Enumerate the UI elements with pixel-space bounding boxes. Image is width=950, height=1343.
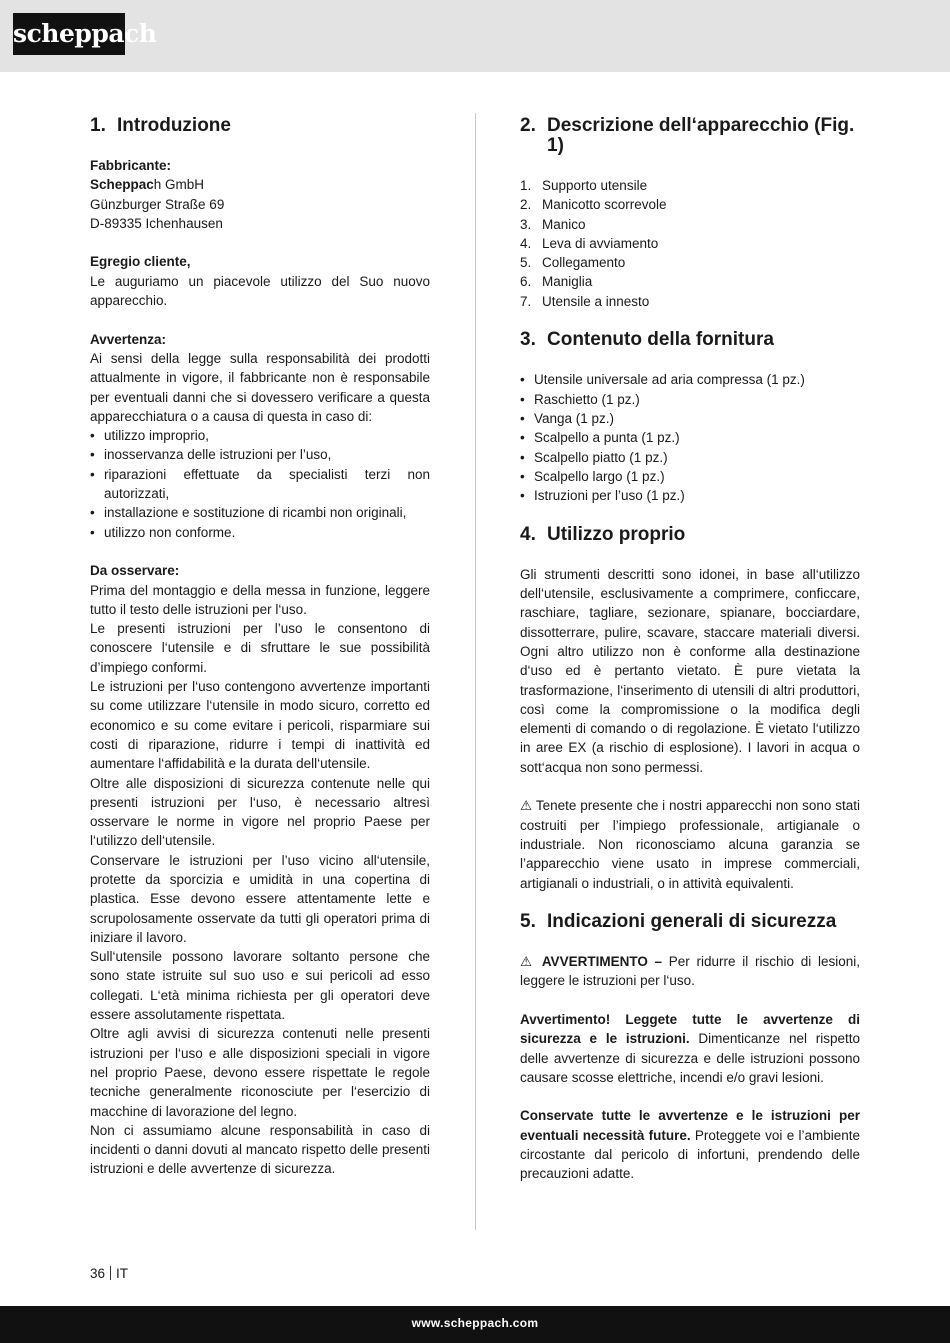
page-number: 36 IT [90,1266,129,1281]
delivery-contents-list [520,370,860,505]
warning-text: Ai sensi della legge sulla responsabilità dei prodotti attualmente in vigore, il fabbricante non è responsabile per eventuali danni che si dovessero verificare a questa apparecchiatura o a causa di questa in caso di: [90,350,430,424]
list-item: • Vanga (1 pz.) [520,409,860,428]
intended-use-text: Gli strumenti descritti sono idonei, in base all‘utilizzo dell‘utensile, esclusivamente a comprimere, conficcare, raschiare, tagliare, sezionare, spianare, bocciardare, dissotterrare, pulire, scavare, staccare materiali diversi. Ogni altro utilizzo non è conforme alla destinazione d‘uso ed è pertanto vietato. È pure vietata la trasformazione, l‘inserimento di utensili di altri produttori, così come la compromissione o la modifica degli elementi di comando o di regolazione. È vietato l‘utilizzo in aree EX (a rischio di esplosione). I lavori in acqua o sott‘acqua non sono permessi. [520,566,860,775]
observe-label: Da osservare: [90,563,180,579]
header-band [0,0,950,72]
paragraph: Prima del montaggio e della messa in funzione, leggere tutto il testo delle istruzioni per l‘uso. [90,582,430,617]
list-item: • inosservanza delle istruzioni per l’uso, [90,445,430,464]
list-item: 3. Manico [520,216,586,232]
list-item: • Scalpello piatto (1 pz.) [520,448,860,467]
left-column [90,116,430,1179]
safety-warning: ⚠ AVVERTIMENTO – Per ridurre il rischio di lesioni, leggere le istruzioni per l‘uso. [520,954,860,989]
list-item: 5. Collegamento [520,255,626,271]
list-item: 7. Utensile a innesto [520,293,650,309]
warning-label: Avvertenza: [90,331,167,347]
warning-block [90,330,430,542]
list-item: 6. Maniglia [520,274,593,290]
paragraph: Non ci assumiamo alcune responsabilità in caso di incidenti o danni dovuti al mancato rispetto delle presenti istruzioni e delle avvertenze di sicurezza. [90,1122,430,1177]
section-1-heading: 1. Introduzione [90,115,231,136]
section-5-heading: 5. Indicazioni generali di sicurezza [520,911,837,933]
list-item: • Istruzioni per l’uso (1 pz.) [520,486,860,505]
manufacturer-company: Scheppach GmbH [90,177,205,193]
scheppach-logo: scheppach [13,13,125,55]
list-item: 2. Manicotto scorrevole [520,197,667,213]
list-item: 4. Leva di avviamento [520,235,659,251]
list-item: • installazione e sostituzione di ricambi non originali, [90,503,430,522]
safety-paragraph-2: Conservate tutte le avvertenze e le istruzioni per eventuali necessità future. Proteggete voi e l’ambiente circostante dal pericolo di infortuni, prendendo delle precauzioni adatte. [520,1108,860,1182]
safety-paragraph-1: Avvertimento! Leggete tutte le avvertenze di sicurezza e le istruzioni. Dimenticanze nel rispetto delle avvertenze di sicurezza e delle istruzioni possono causare scosse elettriche, incendi e/o gravi lesioni. [520,1011,860,1085]
section-2-heading: 2. Descrizione dell‘apparecchio (Fig. 1) [520,115,855,156]
manufacturer-label: Fabbricante: [90,158,172,173]
paragraph: Oltre alle disposizioni di sicurezza contenute nelle qui presenti istruzioni per l‘uso, è necessario altresì osservare le norme in vigore nel proprio Paese per l‘utilizzo dell‘utensile. [90,775,430,849]
paragraph: Le presenti istruzioni per l’uso le consentono di conoscere l‘utensile e di sfruttare le sue possibilità d’impiego conformi. [90,621,430,675]
professional-use-note: ⚠ Tenete presente che i nostri apparecchi non sono stati costruiti per l’impiego professionale, artigianale o industriale. Non riconosciamo alcuna garanzia se l’apparecchio viene usato in imprese commerciali, artigianali o industriali, o in attività equivalenti. [520,798,861,891]
greeting-text: Le auguriamo un piacevole utilizzo del Suo nuovo apparecchio. [90,273,430,309]
section-3-heading: 3. Contenuto della fornitura [520,329,774,351]
footer-band [0,1306,950,1343]
list-item: • Scalpello a punta (1 pz.) [520,428,860,447]
list-item: • utilizzo improprio, [90,426,430,445]
column-divider [475,113,476,1230]
website-url: www.scheppach.com [411,1316,539,1330]
device-parts-list [520,176,860,311]
list-item: 1. Supporto utensile [520,178,648,193]
right-column [520,116,860,1184]
paragraph: Sull‘utensile possono lavorare soltanto persone che sono state istruite sul suo uso e sui pericoli ad esso collegati. L‘età minima richiesta per gli operatori deve essere assolutamente rispettata. [90,949,430,1023]
warning-list [90,426,430,542]
separator [110,1266,111,1280]
list-item: • riparazioni effettuate da specialisti terzi non autorizzati, [90,465,430,504]
observe-block [90,561,430,1179]
list-item: • Utensile universale ad aria compressa (1 pz.) [520,370,860,389]
list-item: • Scalpello largo (1 pz.) [520,467,860,486]
paragraph: Oltre agli avvisi di sicurezza contenuti nelle presenti istruzioni per l‘uso e alle disposizioni speciali in vigore nel proprio Paese, devono essere rispettate le regole tecniche generalmente riconosciute per l‘esercizio di macchine di lavorazione del legno. [90,1026,430,1119]
section-4-heading: 4. Utilizzo proprio [520,523,686,545]
greeting-block [90,252,430,310]
greeting-label: Egregio cliente, [90,254,191,270]
warning-triangle-icon: ⚠ [520,954,536,970]
warning-triangle-icon: ⚠ [520,798,533,814]
list-item: • Raschietto (1 pz.) [520,390,860,409]
paragraph: Conservare le istruzioni per l’uso vicino all‘utensile, protette da sporcizia e umidità in una copertina di plastica. Esse devono essere attentamente lette e scrupolosamente osservate da tutti gli operatori prima di iniziare il lavoro. [90,852,430,945]
manufacturer-city: D-89335 Ichenhausen [90,215,223,231]
manufacturer-block [90,156,430,233]
list-item: • utilizzo non conforme. [90,523,430,542]
paragraph: Le istruzioni per l‘uso contengono avvertenze importanti su come utilizzare l‘utensile in modo sicuro, corretto ed economico e su come evitare i pericoli, risparmiare sui costi di riparazione, ridurre i tempi di inattività ed aumentare l‘affidabilità e la durata dell‘utensile. [90,679,430,772]
manufacturer-street: Günzburger Straße 69 [90,196,225,212]
